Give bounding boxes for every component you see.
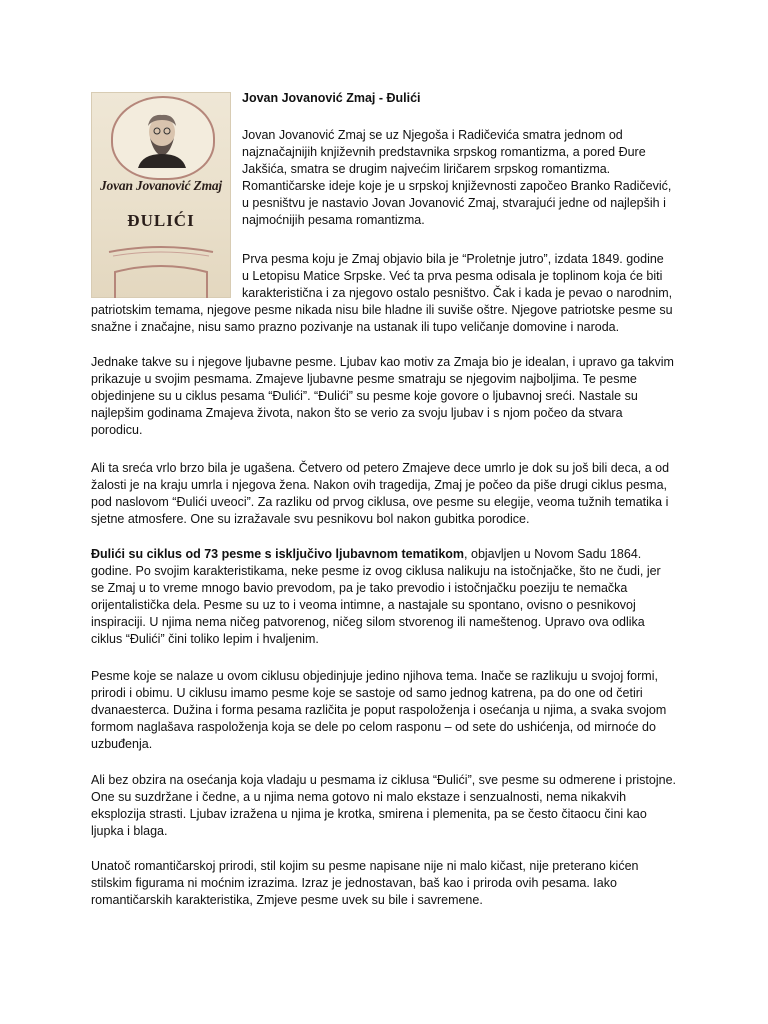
cycle-rest: , objavljen u Novom Sadu 1864. godine. Po svojim karakteristikama, neke pesme iz ovog ciklusa nalikuju na istočnjačke, što ne čudi, jer se Zmaj u to vreme mnogo bavio prevodom, pa je tako prevodio i istočnjačku poeziju te nemačka orijentalistička dela. Pesme su uz to i veoma intimne, a nastajale su spontano, ovisno o pesnikovoj inspiraciji. U njima nema ničeg patvorenog, ničeg silom stvorenog ili nameštenog. Upravo ova odlika ciklus “Đulići” čini toliko lepim i hvaljenim. — [91, 547, 661, 646]
cover-author: Jovan Jovanović Zmaj — [100, 178, 222, 193]
paragraph-patriotic: patriotskim temama, njegove pesme nikada nisu bile hladne ili suviše oštre. Njegove patriotske pesme su snažne i značajne, nisu samo prazno pozivanje na ustanak ili tupo veličanje domovine i naroda. — [91, 303, 673, 334]
paragraph-style: Unatoč romantičarskoj prirodi, stil kojim su pesme napisane nije ni malo kičast, nije preterano kićen stilskim figurama ni moćnim izrazima. Izraz je jednostavan, baš kao i priroda ovih pesama. Iako romantičarskih karakteristika, Zmjeve pesme uvek su bile i savremene. — [91, 859, 639, 907]
paragraph-tragedy: Ali ta sreća vrlo brzo bila je ugašena. Četvero od petero Zmajeve dece umrlo je dok su još bili deca, a od žalosti je na kraju umrla i njegova žena. Nakon ovih tragedija, Zmaj je počeo da piše drugi ciklus pesma, pod naslovom “Đulići uveoci”. Za razliku od prvog ciklusa, ove pesme su elegije, veoma tužnih tematika i sjetne atmosfere. One su izražavale svu pesnikovu bol nakon gubitka porodice. — [91, 461, 670, 526]
paragraph-love-poems: Jednake takve su i njegove ljubavne pesme. Ljubav kao motiv za Zmaja bio je idealan, i upravo ga takvim prikazuje u svojim pesmama. Zmajeve ljubavne pesme smatraju se njegovim najboljima. Te pesme objedinjene su u ciklus pesama “Đulići”. “Đulići” su pesme koje govore o ljubavnoj sreći. Nastale su najlepšim godinama Zmajeva života, nakon što se verio za svoju ljubav i s njom počeo da stvara porodicu. — [91, 355, 674, 437]
cover-ornament — [91, 242, 231, 298]
paragraph-first-poem: Prva pesma koju je Zmaj objavio bila je “Proletnje jutro”, izdata 1849. godine u Letopisu Matice Srpske. Već ta prva pesma odisala je toplinom koja će biti karakteristična i za njegovo ostalo pesništvo. Čak i kada je pevao o narodnim, — [242, 252, 673, 300]
paragraph-cycle — [91, 546, 677, 648]
paragraph-intro: Jovan Jovanović Zmaj se uz Njegoša i Radičevića smatra jednom od najznačajnijih književnih predstavnika srpskog romantizma, a pored Đure Jakšića, smatra se drugim najvećim liričarem srpskog romantizma. Romantičarske ideje koje je u srpskoj književnosti započeo Branko Radičević, u pesništvu je nastavio Jovan Jovanović Zmaj, stvarajući jedne od najlepših i najmoćnijih pesama romantizma. — [242, 128, 672, 227]
paragraph-form: Pesme koje se nalaze u ovom ciklusu objedinjuje jedino njihova tema. Inače se razlikuju u svojoj formi, prirodi i obimu. U ciklusu imamo pesme koje se sastoje od samo jednog katrena, pa do one od četiri dvanaesterca. Dužina i forma pesama različita je poput raspoloženja i osećanja u njima, a svaka svojom formom naglašava raspoloženja koja se dele po celom rasponu – od sete do ushićenja, od mirnoće do uzbuđenja. — [91, 669, 667, 751]
author-portrait — [134, 110, 190, 168]
book-cover-image — [91, 92, 231, 298]
cycle-lead-bold: Đulići su ciklus od 73 pesme s isključivo ljubavnom tematikom — [91, 547, 465, 561]
cover-title: ĐULIĆI — [127, 211, 195, 230]
document-title: Jovan Jovanović Zmaj - Đulići — [242, 91, 421, 105]
paragraph-emotions: Ali bez obzira na osećanja koja vladaju u pesmama iz ciklusa “Đulići”, sve pesme su odmerene i pristojne. One su suzdržane i čedne, a u njima nema gotovo ni malo ekstaze i senzualnosti, nema nikakvih eksplozija strasti. Ljubav izražena u njima je krotka, smirena i plemenita, pa se često čitaocu čini kao ljupka i blaga. — [91, 773, 676, 838]
